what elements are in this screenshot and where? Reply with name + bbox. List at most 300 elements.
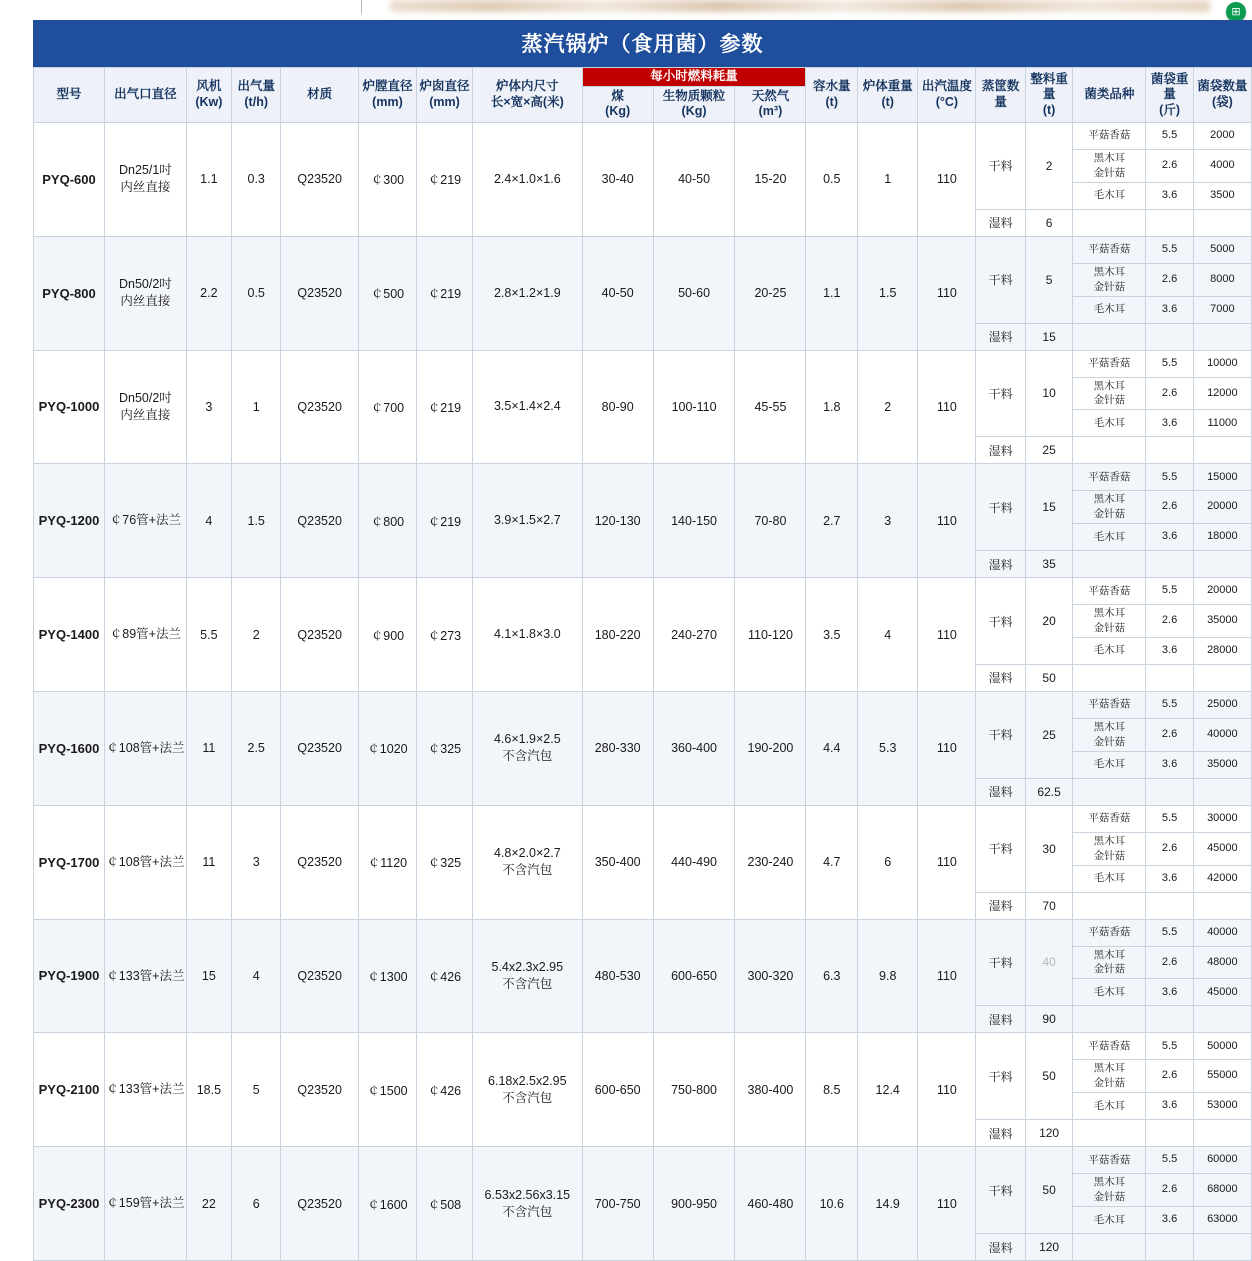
cell-basket-wet: 湿料	[976, 437, 1025, 464]
cell-bag-count: 40000	[1193, 919, 1251, 946]
cell-spacer	[1146, 1120, 1193, 1147]
cell-outlet-dia: Dn50/2吋 内丝直接	[105, 350, 187, 464]
col-mushroom-type: 菌类品种	[1073, 68, 1146, 123]
cell-basket-dry: 干料	[976, 578, 1025, 665]
cell-bag-weight: 2.6	[1146, 149, 1193, 182]
cell-bag-count: 11000	[1193, 410, 1251, 437]
cell-mushroom-type: 平菇香菇	[1073, 805, 1146, 832]
table-header	[34, 68, 1252, 123]
cell-chimney-dia: ￠219	[417, 350, 473, 464]
cell-steam-temp: 110	[918, 464, 976, 578]
cell-chimney-dia: ￠219	[417, 236, 473, 350]
cell-basket-wet: 湿料	[976, 1120, 1025, 1147]
cell-mushroom-type: 毛木耳	[1073, 979, 1146, 1006]
cell-bag-weight: 3.6	[1146, 296, 1193, 323]
cell-biomass: 360-400	[653, 691, 735, 805]
cell-basket-dry: 干料	[976, 691, 1025, 778]
col-fan: 风机 (Kw)	[186, 68, 231, 123]
cell-furnace-dia: ￠1300	[358, 919, 416, 1033]
cell-biomass: 440-490	[653, 805, 735, 919]
header-row-group	[34, 68, 1252, 87]
cell-dry-weight: 20	[1025, 578, 1072, 665]
cell-mushroom-type: 毛木耳	[1073, 296, 1146, 323]
cell-bag-weight: 2.6	[1146, 718, 1193, 751]
cell-fan: 22	[186, 1147, 231, 1261]
cell-basket-wet: 湿料	[976, 664, 1025, 691]
cell-material: Q23520	[281, 691, 358, 805]
table-row	[34, 919, 1252, 946]
cell-coal: 700-750	[582, 1147, 653, 1261]
cell-inner-size: 2.4×1.0×1.6	[472, 122, 582, 236]
cell-steam-temp: 110	[918, 1147, 976, 1261]
cell-output: 6	[231, 1147, 280, 1261]
cell-output: 3	[231, 805, 280, 919]
cell-bag-weight: 3.6	[1146, 524, 1193, 551]
cell-water-capacity: 4.7	[806, 805, 858, 919]
cell-wet-weight: 25	[1025, 437, 1072, 464]
cell-chimney-dia: ￠325	[417, 691, 473, 805]
cell-material: Q23520	[281, 236, 358, 350]
table-row	[34, 122, 1252, 149]
cell-basket-wet: 湿料	[976, 778, 1025, 805]
cell-mushroom-type: 毛木耳	[1073, 182, 1146, 209]
table-body	[34, 122, 1252, 1260]
col-bag-weight: 菌袋重量 (斤)	[1146, 68, 1193, 123]
cell-bag-count: 25000	[1193, 691, 1251, 718]
cell-bag-weight: 5.5	[1146, 805, 1193, 832]
table-row	[34, 236, 1252, 263]
cell-water-capacity: 8.5	[806, 1033, 858, 1147]
cell-bag-count: 40000	[1193, 718, 1251, 751]
cell-mushroom-type: 毛木耳	[1073, 410, 1146, 437]
cell-basket-dry: 干料	[976, 805, 1025, 892]
cell-spacer	[1193, 1006, 1251, 1033]
cell-spacer	[1146, 1006, 1193, 1033]
cell-coal: 600-650	[582, 1033, 653, 1147]
cell-bag-weight: 2.6	[1146, 1060, 1193, 1093]
cell-inner-size: 6.53x2.56x3.15 不含汽包	[472, 1147, 582, 1261]
cell-mushroom-type: 平菇香菇	[1073, 919, 1146, 946]
cell-dry-weight: 5	[1025, 236, 1072, 323]
cell-bag-weight: 5.5	[1146, 350, 1193, 377]
cell-chimney-dia: ￠426	[417, 1033, 473, 1147]
cell-spacer	[1146, 437, 1193, 464]
cell-basket-wet: 湿料	[976, 323, 1025, 350]
cell-spacer	[1073, 1006, 1146, 1033]
cell-bag-count: 42000	[1193, 865, 1251, 892]
cell-bag-weight: 2.6	[1146, 605, 1193, 638]
cell-bag-count: 68000	[1193, 1174, 1251, 1207]
cell-natural-gas: 110-120	[735, 578, 806, 692]
cell-bag-count: 48000	[1193, 946, 1251, 979]
cell-spacer	[1073, 437, 1146, 464]
cell-water-capacity: 1.8	[806, 350, 858, 464]
cell-mushroom-type: 平菇香菇	[1073, 1147, 1146, 1174]
cell-biomass: 100-110	[653, 350, 735, 464]
cell-biomass: 50-60	[653, 236, 735, 350]
cell-dry-weight: 40	[1025, 919, 1072, 1006]
cell-natural-gas: 190-200	[735, 691, 806, 805]
cell-dry-weight: 15	[1025, 464, 1072, 551]
cell-bag-count: 60000	[1193, 1147, 1251, 1174]
cell-fan: 11	[186, 691, 231, 805]
cell-bag-weight: 3.6	[1146, 637, 1193, 664]
cell-water-capacity: 4.4	[806, 691, 858, 805]
table-row	[34, 464, 1252, 491]
cell-fan: 15	[186, 919, 231, 1033]
cell-biomass: 40-50	[653, 122, 735, 236]
col-biomass: 生物质颗粒 (Kg)	[653, 86, 735, 122]
cell-furnace-dia: ￠1500	[358, 1033, 416, 1147]
cell-inner-size: 4.6×1.9×2.5 不含汽包	[472, 691, 582, 805]
cell-natural-gas: 70-80	[735, 464, 806, 578]
cell-spacer	[1146, 1234, 1193, 1261]
cell-biomass: 140-150	[653, 464, 735, 578]
cell-bag-weight: 2.6	[1146, 946, 1193, 979]
cell-bag-weight: 3.6	[1146, 1093, 1193, 1120]
cell-natural-gas: 380-400	[735, 1033, 806, 1147]
cell-outlet-dia: ￠89管+法兰	[105, 578, 187, 692]
cell-natural-gas: 20-25	[735, 236, 806, 350]
cell-outlet-dia: ￠159管+法兰	[105, 1147, 187, 1261]
cell-material: Q23520	[281, 350, 358, 464]
cell-inner-size: 3.9×1.5×2.7	[472, 464, 582, 578]
cell-basket-dry: 干料	[976, 1147, 1025, 1234]
cell-outlet-dia: ￠133管+法兰	[105, 919, 187, 1033]
cell-chimney-dia: ￠273	[417, 578, 473, 692]
cell-output: 0.3	[231, 122, 280, 236]
cell-bag-weight: 3.6	[1146, 182, 1193, 209]
cell-basket-dry: 干料	[976, 919, 1025, 1006]
cell-coal: 180-220	[582, 578, 653, 692]
cell-fan: 4	[186, 464, 231, 578]
cell-furnace-dia: ￠800	[358, 464, 416, 578]
cell-bag-weight: 5.5	[1146, 1033, 1193, 1060]
cell-water-capacity: 10.6	[806, 1147, 858, 1261]
cell-bag-weight: 2.6	[1146, 377, 1193, 410]
col-fuel-group: 每小时燃料耗量	[582, 68, 806, 87]
cell-mushroom-type: 平菇香菇	[1073, 122, 1146, 149]
cell-bag-count: 28000	[1193, 637, 1251, 664]
col-model: 型号	[34, 68, 105, 123]
cell-mushroom-type: 平菇香菇	[1073, 1033, 1146, 1060]
cell-basket-wet: 湿料	[976, 1234, 1025, 1261]
col-material-weight: 整料重量 (t)	[1025, 68, 1072, 123]
boiler-spec-table	[33, 67, 1252, 1261]
cell-bag-weight: 5.5	[1146, 236, 1193, 263]
cell-bag-count: 50000	[1193, 1033, 1251, 1060]
cell-coal: 80-90	[582, 350, 653, 464]
cell-dry-weight: 25	[1025, 691, 1072, 778]
cell-bag-count: 63000	[1193, 1207, 1251, 1234]
cell-basket-dry: 干料	[976, 236, 1025, 323]
cell-outlet-dia: Dn25/1吋 内丝直接	[105, 122, 187, 236]
cell-furnace-dia: ￠500	[358, 236, 416, 350]
cell-model: PYQ-1700	[34, 805, 105, 919]
cell-bag-count: 15000	[1193, 464, 1251, 491]
spec-sheet	[33, 20, 1252, 1261]
cell-output: 4	[231, 919, 280, 1033]
cell-natural-gas: 300-320	[735, 919, 806, 1033]
cell-bag-weight: 2.6	[1146, 832, 1193, 865]
cell-coal: 120-130	[582, 464, 653, 578]
cell-mushroom-type: 黑木耳 金针菇	[1073, 377, 1146, 410]
cell-steam-temp: 110	[918, 919, 976, 1033]
cell-material: Q23520	[281, 1033, 358, 1147]
table-row	[34, 805, 1252, 832]
cell-body-weight: 1.5	[858, 236, 918, 350]
cell-wet-weight: 6	[1025, 209, 1072, 236]
cell-bag-count: 8000	[1193, 263, 1251, 296]
cell-body-weight: 4	[858, 578, 918, 692]
cell-bag-count: 2000	[1193, 122, 1251, 149]
cell-material: Q23520	[281, 122, 358, 236]
cell-model: PYQ-1000	[34, 350, 105, 464]
cell-output: 5	[231, 1033, 280, 1147]
cell-material: Q23520	[281, 1147, 358, 1261]
cell-steam-temp: 110	[918, 691, 976, 805]
col-natural-gas: 天然气 (m³)	[735, 86, 806, 122]
cell-basket-wet: 湿料	[976, 551, 1025, 578]
cell-wet-weight: 62.5	[1025, 778, 1072, 805]
cell-biomass: 600-650	[653, 919, 735, 1033]
cell-fan: 3	[186, 350, 231, 464]
cell-mushroom-type: 平菇香菇	[1073, 691, 1146, 718]
col-bag-count: 菌袋数量 (袋)	[1193, 68, 1251, 123]
cell-spacer	[1073, 664, 1146, 691]
cell-biomass: 240-270	[653, 578, 735, 692]
cell-bag-weight: 5.5	[1146, 919, 1193, 946]
cell-bag-count: 35000	[1193, 751, 1251, 778]
cell-bag-count: 53000	[1193, 1093, 1251, 1120]
cell-fan: 11	[186, 805, 231, 919]
cell-material: Q23520	[281, 578, 358, 692]
col-basket-count: 蒸筐数量	[976, 68, 1025, 123]
cell-wet-weight: 70	[1025, 892, 1072, 919]
cell-furnace-dia: ￠300	[358, 122, 416, 236]
cell-natural-gas: 460-480	[735, 1147, 806, 1261]
cell-mushroom-type: 平菇香菇	[1073, 236, 1146, 263]
table-row	[34, 350, 1252, 377]
cell-wet-weight: 120	[1025, 1234, 1072, 1261]
cell-biomass: 900-950	[653, 1147, 735, 1261]
cell-model: PYQ-1600	[34, 691, 105, 805]
cell-material: Q23520	[281, 464, 358, 578]
cell-model: PYQ-600	[34, 122, 105, 236]
cell-spacer	[1146, 664, 1193, 691]
cell-coal: 480-530	[582, 919, 653, 1033]
cell-wet-weight: 50	[1025, 664, 1072, 691]
cell-chimney-dia: ￠219	[417, 122, 473, 236]
cell-furnace-dia: ￠1120	[358, 805, 416, 919]
col-outlet-dia: 出气口直径	[105, 68, 187, 123]
cell-inner-size: 2.8×1.2×1.9	[472, 236, 582, 350]
cell-inner-size: 4.8×2.0×2.7 不含汽包	[472, 805, 582, 919]
cell-spacer	[1073, 1120, 1146, 1147]
cell-bag-count: 18000	[1193, 524, 1251, 551]
cell-basket-dry: 干料	[976, 350, 1025, 437]
cell-dry-weight: 50	[1025, 1033, 1072, 1120]
cell-wet-weight: 35	[1025, 551, 1072, 578]
cell-spacer	[1073, 323, 1146, 350]
cell-basket-dry: 干料	[976, 122, 1025, 209]
cell-spacer	[1193, 1120, 1251, 1147]
cell-bag-count: 20000	[1193, 578, 1251, 605]
cell-spacer	[1073, 209, 1146, 236]
cell-steam-temp: 110	[918, 805, 976, 919]
table-row	[34, 691, 1252, 718]
cell-basket-wet: 湿料	[976, 892, 1025, 919]
cell-spacer	[1146, 209, 1193, 236]
table-row	[34, 578, 1252, 605]
cell-water-capacity: 0.5	[806, 122, 858, 236]
cell-mushroom-type: 平菇香菇	[1073, 578, 1146, 605]
cell-spacer	[1193, 778, 1251, 805]
cell-output: 2.5	[231, 691, 280, 805]
cell-mushroom-type: 黑木耳 金针菇	[1073, 718, 1146, 751]
cell-spacer	[1073, 778, 1146, 805]
cell-spacer	[1193, 664, 1251, 691]
cell-dry-weight: 30	[1025, 805, 1072, 892]
cell-spacer	[1073, 551, 1146, 578]
cell-basket-wet: 湿料	[976, 1006, 1025, 1033]
cell-model: PYQ-1200	[34, 464, 105, 578]
col-coal: 煤 (Kg)	[582, 86, 653, 122]
cell-mushroom-type: 黑木耳 金针菇	[1073, 605, 1146, 638]
cell-bag-weight: 2.6	[1146, 491, 1193, 524]
table-row	[34, 1033, 1252, 1060]
cell-natural-gas: 45-55	[735, 350, 806, 464]
cell-chimney-dia: ￠426	[417, 919, 473, 1033]
cell-furnace-dia: ￠1020	[358, 691, 416, 805]
cell-bag-weight: 5.5	[1146, 122, 1193, 149]
cell-spacer	[1146, 778, 1193, 805]
cell-body-weight: 1	[858, 122, 918, 236]
cell-water-capacity: 1.1	[806, 236, 858, 350]
cell-model: PYQ-2300	[34, 1147, 105, 1261]
cell-body-weight: 14.9	[858, 1147, 918, 1261]
cell-output: 1.5	[231, 464, 280, 578]
cell-spacer	[1193, 323, 1251, 350]
cell-natural-gas: 15-20	[735, 122, 806, 236]
cell-outlet-dia: ￠76管+法兰	[105, 464, 187, 578]
app-badge-icon[interactable]: ⊞	[1226, 2, 1246, 22]
cell-output: 1	[231, 350, 280, 464]
cell-basket-dry: 干料	[976, 464, 1025, 551]
cell-bag-count: 35000	[1193, 605, 1251, 638]
cell-model: PYQ-800	[34, 236, 105, 350]
table-row	[34, 1147, 1252, 1174]
cell-steam-temp: 110	[918, 236, 976, 350]
col-material: 材质	[281, 68, 358, 123]
cell-bag-weight: 5.5	[1146, 464, 1193, 491]
cell-mushroom-type: 毛木耳	[1073, 1207, 1146, 1234]
cell-model: PYQ-1900	[34, 919, 105, 1033]
cell-fan: 1.1	[186, 122, 231, 236]
cell-mushroom-type: 毛木耳	[1073, 1093, 1146, 1120]
cell-material: Q23520	[281, 805, 358, 919]
cell-bag-weight: 3.6	[1146, 751, 1193, 778]
cell-chimney-dia: ￠219	[417, 464, 473, 578]
cell-fan: 2.2	[186, 236, 231, 350]
cell-spacer	[1193, 1234, 1251, 1261]
cell-bag-weight: 3.6	[1146, 865, 1193, 892]
cell-steam-temp: 110	[918, 122, 976, 236]
cell-chimney-dia: ￠508	[417, 1147, 473, 1261]
cell-bag-count: 45000	[1193, 979, 1251, 1006]
cell-bag-count: 7000	[1193, 296, 1251, 323]
cell-mushroom-type: 黑木耳 金针菇	[1073, 946, 1146, 979]
cell-furnace-dia: ￠700	[358, 350, 416, 464]
cell-biomass: 750-800	[653, 1033, 735, 1147]
cell-bag-weight: 3.6	[1146, 410, 1193, 437]
col-steam-temp: 出汽温度 (°C)	[918, 68, 976, 123]
cell-basket-dry: 干料	[976, 1033, 1025, 1120]
page-guide-line-top	[361, 0, 362, 14]
cell-wet-weight: 90	[1025, 1006, 1072, 1033]
col-furnace-dia: 炉膛直径 (mm)	[358, 68, 416, 123]
cell-steam-temp: 110	[918, 578, 976, 692]
cell-spacer	[1146, 551, 1193, 578]
cell-body-weight: 12.4	[858, 1033, 918, 1147]
col-body-weight: 炉体重量 (t)	[858, 68, 918, 123]
page-title: 蒸汽锅炉（食用菌）参数	[33, 20, 1252, 67]
cell-coal: 350-400	[582, 805, 653, 919]
cell-mushroom-type: 黑木耳 金针菇	[1073, 1174, 1146, 1207]
cell-water-capacity: 6.3	[806, 919, 858, 1033]
cell-material: Q23520	[281, 919, 358, 1033]
cell-natural-gas: 230-240	[735, 805, 806, 919]
col-inner-size: 炉体内尺寸 长×宽×高(米)	[472, 68, 582, 123]
cell-bag-count: 5000	[1193, 236, 1251, 263]
cell-mushroom-type: 黑木耳 金针菇	[1073, 491, 1146, 524]
cell-bag-weight: 5.5	[1146, 578, 1193, 605]
cell-bag-weight: 5.5	[1146, 1147, 1193, 1174]
cell-fan: 5.5	[186, 578, 231, 692]
cell-body-weight: 2	[858, 350, 918, 464]
cell-bag-weight: 2.6	[1146, 263, 1193, 296]
cell-mushroom-type: 平菇香菇	[1073, 350, 1146, 377]
cell-mushroom-type: 毛木耳	[1073, 751, 1146, 778]
cell-body-weight: 3	[858, 464, 918, 578]
cell-spacer	[1193, 551, 1251, 578]
col-water-capacity: 容水量 (t)	[806, 68, 858, 123]
cell-spacer	[1073, 892, 1146, 919]
cell-dry-weight: 10	[1025, 350, 1072, 437]
cell-water-capacity: 3.5	[806, 578, 858, 692]
cell-mushroom-type: 毛木耳	[1073, 637, 1146, 664]
cell-bag-count: 45000	[1193, 832, 1251, 865]
cell-chimney-dia: ￠325	[417, 805, 473, 919]
cell-outlet-dia: ￠108管+法兰	[105, 691, 187, 805]
cell-bag-weight: 3.6	[1146, 1207, 1193, 1234]
cell-spacer	[1073, 1234, 1146, 1261]
cell-bag-count: 4000	[1193, 149, 1251, 182]
cell-spacer	[1146, 323, 1193, 350]
cell-mushroom-type: 黑木耳 金针菇	[1073, 263, 1146, 296]
cell-outlet-dia: ￠108管+法兰	[105, 805, 187, 919]
cell-body-weight: 9.8	[858, 919, 918, 1033]
cell-bag-count: 3500	[1193, 182, 1251, 209]
cell-inner-size: 4.1×1.8×3.0	[472, 578, 582, 692]
cell-output: 2	[231, 578, 280, 692]
cell-bag-weight: 5.5	[1146, 691, 1193, 718]
cell-coal: 280-330	[582, 691, 653, 805]
blurred-photo-strip	[390, 0, 1210, 12]
cell-mushroom-type: 平菇香菇	[1073, 464, 1146, 491]
cell-furnace-dia: ￠1600	[358, 1147, 416, 1261]
cell-mushroom-type: 黑木耳 金针菇	[1073, 832, 1146, 865]
